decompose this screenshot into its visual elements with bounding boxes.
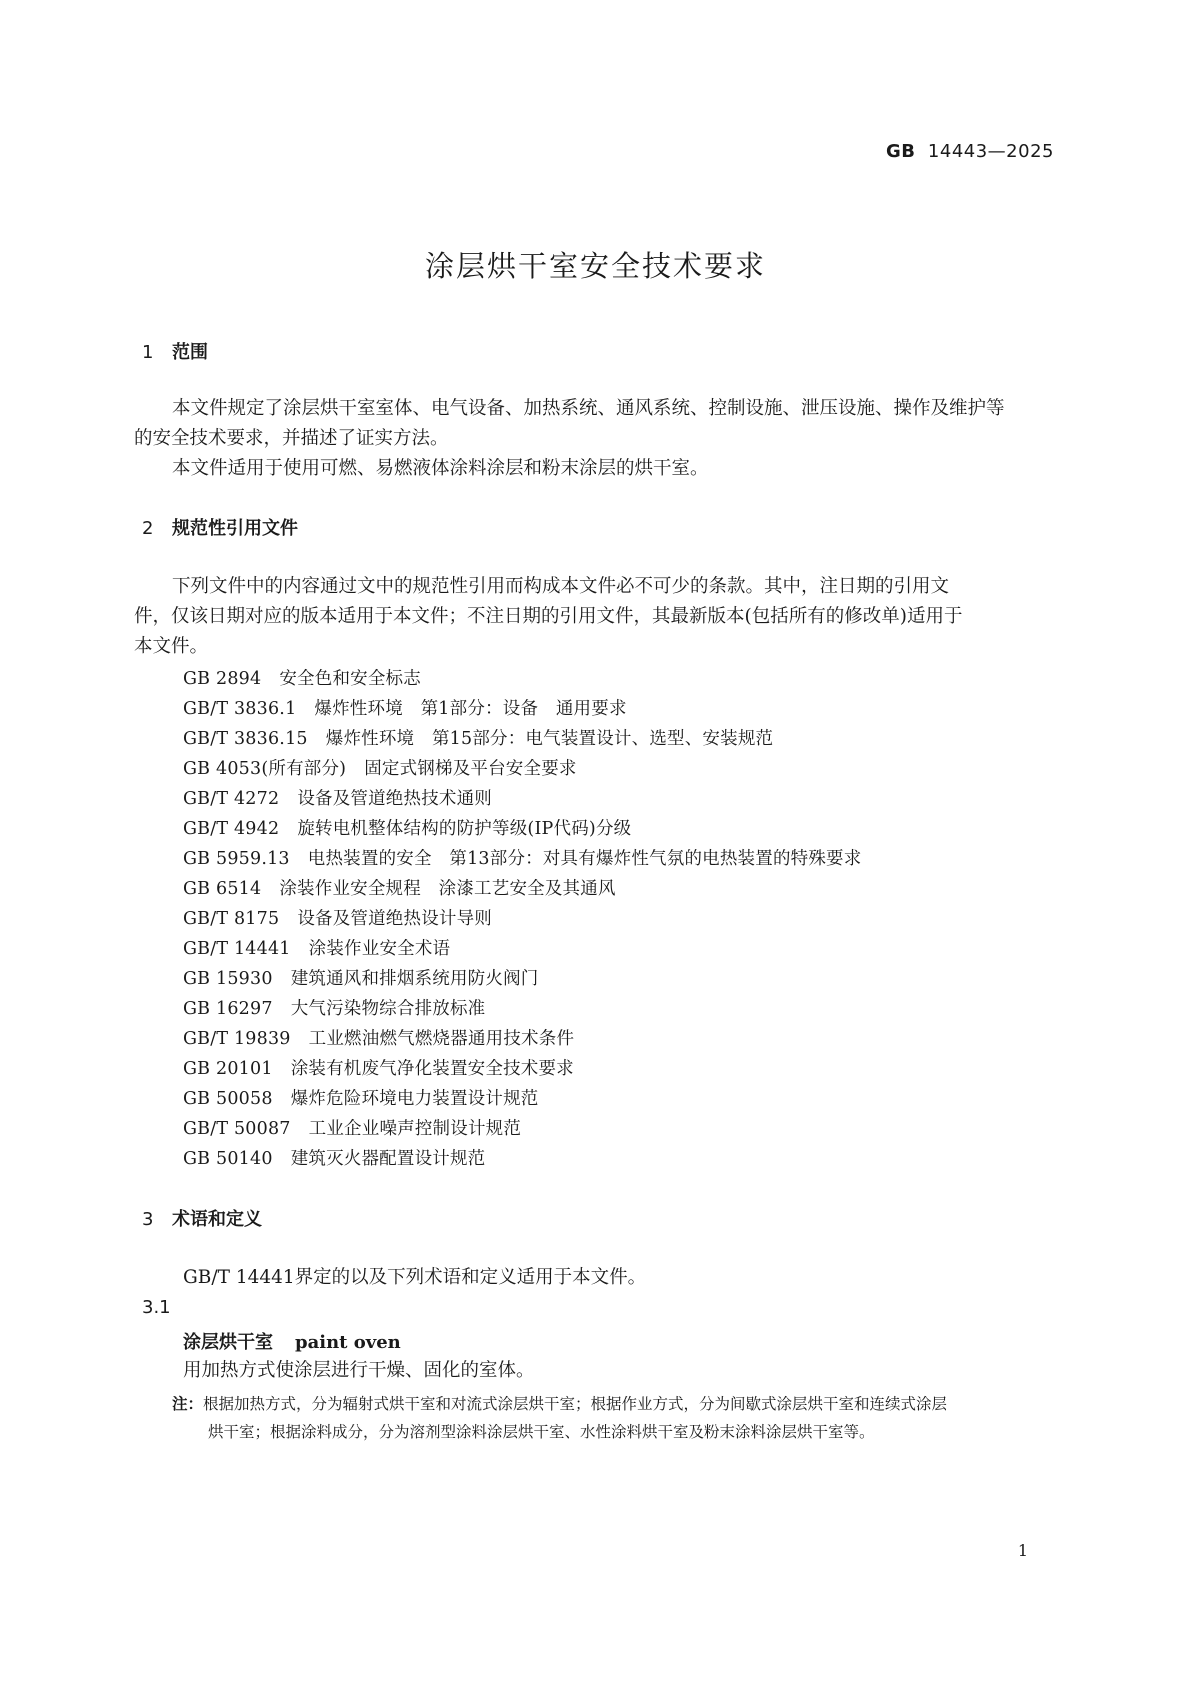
reference-item	[183, 1085, 539, 1110]
references-intro-line-3: 本文件。	[134, 636, 209, 657]
reference-item	[183, 1025, 574, 1050]
reference-code: GB 16297	[183, 999, 273, 1019]
reference-title: 涂装作业安全规程 涂漆工艺安全及其通风	[279, 879, 616, 899]
document-title: 涂层烘干室安全技术要求	[424, 249, 766, 283]
reference-title: 旋转电机整体结构的防护等级(IP代码)分级	[297, 819, 632, 839]
reference-title: 大气污染物综合排放标准	[290, 999, 486, 1019]
term-number: 3.1	[142, 1297, 171, 1318]
note-line-1	[172, 1392, 947, 1414]
reference-item	[183, 725, 773, 750]
reference-item	[183, 1145, 485, 1170]
reference-code: GB/T 4272	[183, 789, 280, 809]
section-3-heading	[142, 1205, 262, 1231]
reference-code: GB/T 8175	[183, 909, 280, 929]
reference-item	[183, 1115, 521, 1140]
reference-code: GB/T 4942	[183, 819, 280, 839]
reference-title: 涂装作业安全术语	[308, 939, 451, 959]
reference-item	[183, 935, 450, 960]
reference-code: GB 20101	[183, 1059, 273, 1079]
section-title: 范围	[172, 342, 208, 363]
reference-title: 固定式钢梯及平台安全要求	[364, 759, 577, 779]
reference-code: GB/T 3836.1	[183, 699, 297, 719]
scope-paragraph-1-line-2: 的安全技术要求，并描述了证实方法。	[134, 428, 449, 449]
section-number: 3	[142, 1209, 154, 1230]
section-number: 2	[142, 518, 154, 539]
reference-item	[183, 845, 861, 870]
reference-item	[183, 995, 485, 1020]
reference-code: GB 50140	[183, 1149, 273, 1169]
section-title: 规范性引用文件	[172, 518, 298, 539]
reference-code: GB/T 19839	[183, 1029, 291, 1049]
reference-code: GB 6514	[183, 879, 262, 899]
scope-paragraph-1-line-1: 本文件规定了涂层烘干室室体、电气设备、加热系统、通风系统、控制设施、泄压设施、操作及维护等	[172, 398, 1005, 419]
reference-code: GB 15930	[183, 969, 273, 989]
standard-identifier	[0, 141, 1054, 162]
references-intro-line-1: 下列文件中的内容通过文中的规范性引用而构成本文件必不可少的条款。其中，注日期的引用文	[172, 576, 950, 597]
reference-title: 爆炸危险环境电力装置设计规范	[290, 1089, 539, 1109]
scope-paragraph-2: 本文件适用于使用可燃、易燃液体涂料涂层和粉末涂层的烘干室。	[172, 458, 709, 479]
section-number: 1	[142, 342, 154, 363]
reference-item	[183, 965, 539, 990]
reference-title: 涂装有机废气净化装置安全技术要求	[290, 1059, 574, 1079]
reference-code: GB 2894	[183, 669, 262, 689]
reference-code: GB/T 50087	[183, 1119, 291, 1139]
reference-item	[183, 1055, 574, 1080]
reference-item	[183, 815, 631, 840]
reference-title: 工业燃油燃气燃烧器通用技术条件	[308, 1029, 575, 1049]
term-entry	[183, 1328, 401, 1354]
reference-title: 设备及管道绝热技术通则	[297, 789, 493, 809]
reference-item	[183, 695, 627, 720]
standard-prefix: GB	[885, 141, 916, 162]
reference-title: 建筑灭火器配置设计规范	[290, 1149, 486, 1169]
reference-item	[183, 665, 421, 690]
section-2-heading	[142, 514, 298, 540]
section-1-heading	[142, 338, 208, 364]
reference-title: 工业企业噪声控制设计规范	[308, 1119, 522, 1139]
reference-title: 电热装置的安全 第13部分：对具有爆炸性气氛的电热装置的特殊要求	[307, 849, 862, 869]
reference-item	[183, 785, 492, 810]
reference-code: GB 5959.13	[183, 849, 290, 869]
reference-code: GB/T 3836.15	[183, 729, 308, 749]
reference-code: GB 4053(所有部分)	[183, 759, 347, 779]
terms-intro: GB/T 14441界定的以及下列术语和定义适用于本文件。	[183, 1267, 647, 1288]
term-english: paint oven	[295, 1332, 401, 1353]
standard-number: 14443—2025	[927, 141, 1054, 162]
reference-item	[183, 875, 616, 900]
term-definition: 用加热方式使涂层进行干燥、固化的室体。	[183, 1360, 535, 1381]
reference-item	[183, 905, 492, 930]
reference-title: 设备及管道绝热设计导则	[297, 909, 493, 929]
section-title: 术语和定义	[172, 1209, 262, 1230]
references-intro-line-2: 件，仅该日期对应的版本适用于本文件；不注日期的引用文件，其最新版本(包括所有的修改单)适用于	[134, 606, 963, 627]
reference-code: GB/T 14441	[183, 939, 291, 959]
reference-title: 安全色和安全标志	[279, 669, 421, 689]
reference-title: 建筑通风和排烟系统用防火阀门	[290, 969, 539, 989]
note-line-2: 烘干室；根据涂料成分，分为溶剂型涂料涂层烘干室、水性涂料烘干室及粉末涂料涂层烘干室等。	[208, 1423, 875, 1441]
reference-title: 爆炸性环境 第1部分：设备 通用要求	[314, 699, 627, 719]
page-number: 1	[1017, 1541, 1028, 1560]
note-text: 根据加热方式，分为辐射式烘干室和对流式涂层烘干室；根据作业方式，分为间歇式涂层烘干室和连续式涂层	[203, 1395, 948, 1413]
note-label: 注：	[172, 1395, 204, 1413]
reference-item	[183, 755, 577, 780]
reference-title: 爆炸性环境 第15部分：电气装置设计、选型、安装规范	[325, 729, 774, 749]
reference-code: GB 50058	[183, 1089, 273, 1109]
term-chinese: 涂层烘干室	[183, 1332, 273, 1353]
